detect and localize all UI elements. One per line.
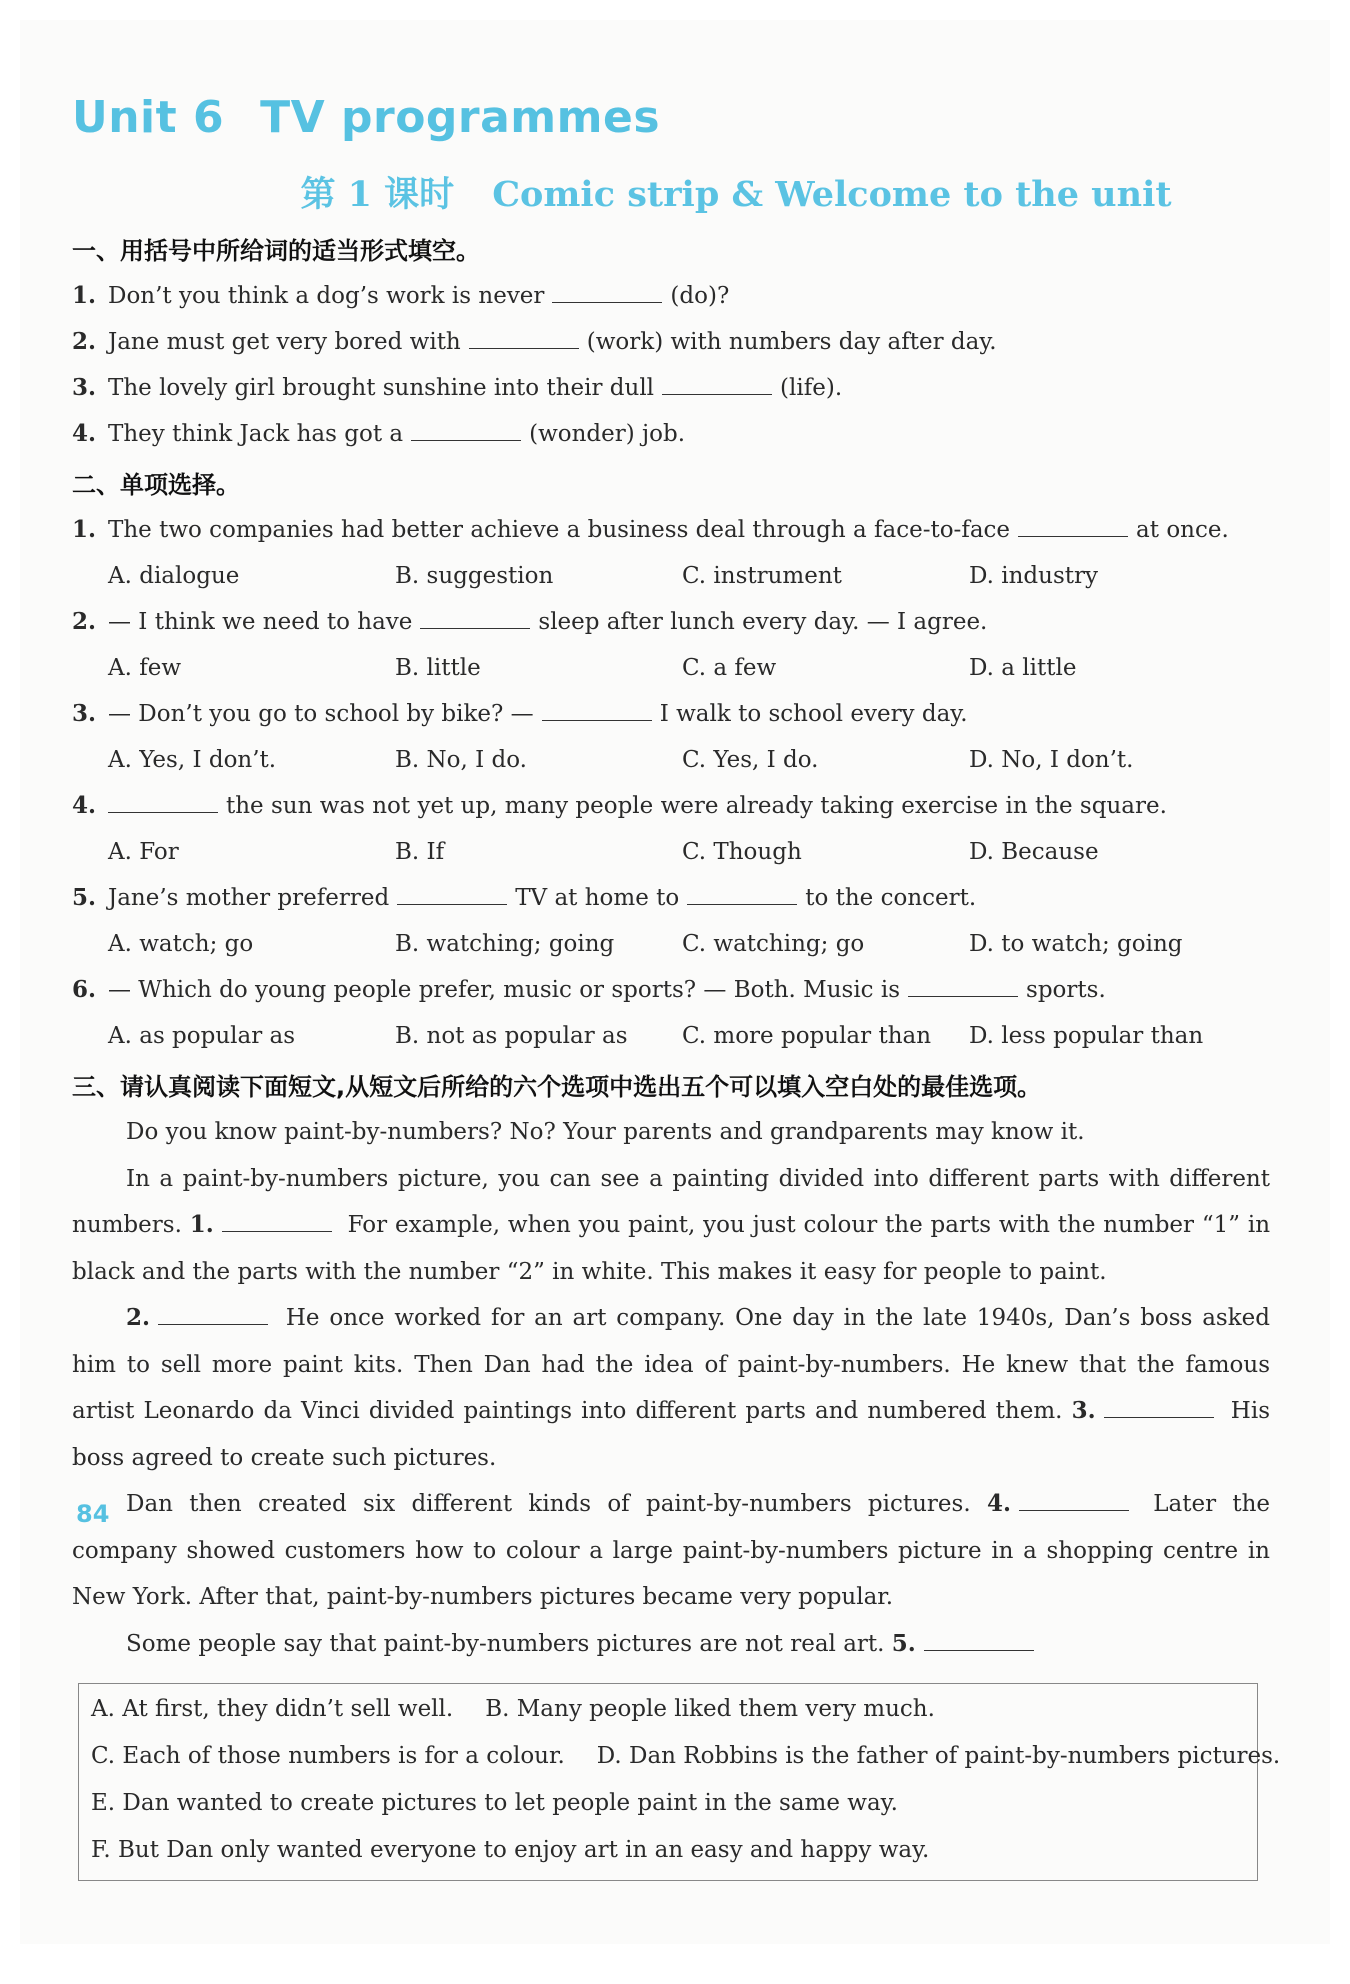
answer-blank[interactable] (1018, 516, 1128, 537)
option-b[interactable]: B. little (395, 655, 481, 681)
paragraph-text: Dan then created six different kinds of paint-by-numbers pictures. (126, 1491, 971, 1517)
choice-c[interactable]: C. Each of those numbers is for a colour. (91, 1743, 565, 1769)
s1-question-1 (72, 273, 1270, 319)
option-b[interactable]: B. not as popular as (395, 1023, 628, 1049)
question-text: The two companies had better achieve a business deal through a face-to-face (108, 517, 1011, 543)
s2-q5-options (72, 921, 1270, 967)
question-number: 3. (72, 700, 97, 727)
answer-blank[interactable] (222, 1211, 332, 1232)
paragraph-text: In a paint-by-numbers picture, you can see a painting divided into different parts with different numbers. (72, 1165, 1270, 1238)
section2-heading: 二、单项选择。 (72, 471, 240, 499)
question-text: the sun was not yet up, many people were already taking exercise in the square. (226, 793, 1167, 819)
question-number: 4. (72, 792, 97, 819)
choice-row (91, 1827, 1245, 1874)
answer-blank[interactable] (420, 608, 530, 629)
question-number: 2. (72, 328, 97, 355)
question-text: Don’t you think a dog’s work is never (108, 283, 545, 309)
s2-q3-options (72, 737, 1270, 783)
question-number: 1. (72, 282, 97, 309)
option-c[interactable]: C. Yes, I do. (682, 747, 819, 773)
option-b[interactable]: B. watching; going (395, 931, 615, 957)
worksheet-page (20, 20, 1330, 1944)
s2-question-1 (72, 507, 1270, 553)
option-a[interactable]: A. few (108, 655, 182, 681)
question-number: 2. (72, 608, 97, 635)
choice-row (91, 1686, 1245, 1733)
s2-q1-options (72, 553, 1270, 599)
answer-blank[interactable] (411, 420, 521, 441)
answer-blank[interactable] (908, 976, 1018, 997)
option-a[interactable]: A. Yes, I don’t. (108, 747, 277, 773)
question-text: I walk to school every day. (659, 701, 968, 727)
blank-number: 4. (986, 1490, 1011, 1517)
question-text: — Don’t you go to school by bike? — (108, 701, 534, 727)
answer-blank[interactable] (662, 374, 772, 395)
option-a[interactable]: A. dialogue (108, 563, 240, 589)
answer-blank[interactable] (108, 792, 218, 813)
question-text: (life). (780, 375, 843, 401)
passage-paragraph-3 (72, 1295, 1270, 1481)
question-text: The lovely girl brought sunshine into their dull (108, 375, 655, 401)
option-d[interactable]: D. industry (969, 563, 1098, 589)
question-number: 5. (72, 884, 97, 911)
passage-paragraph-4 (72, 1481, 1270, 1621)
option-b[interactable]: B. suggestion (395, 563, 554, 589)
answer-blank[interactable] (542, 700, 652, 721)
answer-blank[interactable] (1104, 1397, 1214, 1418)
paragraph-text: For example, when you paint, you just colour the parts with the number “1” in black and the parts with the number “2” in white. This makes it easy for people to paint. (72, 1212, 1271, 1285)
passage-paragraph-2 (72, 1156, 1270, 1296)
option-c[interactable]: C. a few (682, 655, 777, 681)
s1-question-2 (72, 319, 1270, 365)
answer-blank[interactable] (397, 884, 507, 905)
question-text: sports. (1026, 977, 1106, 1003)
question-text: (do)? (670, 283, 730, 309)
answer-blank[interactable] (1019, 1490, 1129, 1511)
choice-e[interactable]: E. Dan wanted to create pictures to let people paint in the same way. (91, 1790, 898, 1816)
s2-question-6 (72, 967, 1270, 1013)
lesson-number: 第 1 课时 (300, 174, 455, 215)
paragraph-text: Later the company showed customers how to colour a large paint-by-numbers picture in a shopping centre in New York. After that, paint-by-numbers pictures became very popular. (72, 1491, 1271, 1610)
passage-paragraph-5 (72, 1621, 1270, 1668)
option-a[interactable]: A. For (108, 839, 179, 865)
page-number: 84 (76, 1500, 110, 1528)
choice-a[interactable]: A. At first, they didn’t sell well. (91, 1696, 454, 1722)
answer-blank[interactable] (687, 884, 797, 905)
lesson-title (202, 167, 1270, 217)
choice-row (91, 1733, 1281, 1780)
passage-paragraph-1 (72, 1109, 1270, 1156)
option-c[interactable]: C. Though (682, 839, 802, 865)
blank-number: 1. (189, 1211, 214, 1238)
answer-blank[interactable] (552, 282, 662, 303)
paragraph-text: He once worked for an art company. One day in the late 1940s, Dan’s boss asked him to sell more paint kits. Then Dan had the idea of paint-by-numbers. He knew that the famous artist Leonardo da Vinci divided paintings into different parts and numbered them. (72, 1305, 1270, 1424)
s2-question-5 (72, 875, 1270, 921)
unit-number: Unit 6 (72, 92, 225, 143)
option-d[interactable]: D. Because (969, 839, 1099, 865)
section3-heading: 三、请认真阅读下面短文,从短文后所给的六个选项中选出五个可以填入空白处的最佳选项。 (72, 1073, 1042, 1101)
answer-blank[interactable] (924, 1630, 1034, 1651)
paragraph-text: His boss agreed to create such pictures. (72, 1398, 1271, 1471)
question-text: TV at home to (515, 885, 680, 911)
option-c[interactable]: C. more popular than (682, 1023, 932, 1049)
option-d[interactable]: D. to watch; going (969, 931, 1183, 957)
choice-d[interactable]: D. Dan Robbins is the father of paint-by-numbers pictures. (596, 1743, 1281, 1769)
s1-question-3 (72, 365, 1270, 411)
option-d[interactable]: D. less popular than (969, 1023, 1204, 1049)
s2-question-4 (72, 783, 1270, 829)
paragraph-text: Do you know paint-by-numbers? No? Your parents and grandparents may know it. (126, 1119, 1085, 1145)
choice-f[interactable]: F. But Dan only wanted everyone to enjoy art in an easy and happy way. (91, 1837, 930, 1863)
question-number: 3. (72, 374, 97, 401)
s1-question-4 (72, 411, 1270, 457)
option-b[interactable]: B. No, I do. (395, 747, 527, 773)
s2-question-2 (72, 599, 1270, 645)
question-text: They think Jack has got a (108, 421, 404, 447)
blank-number: 3. (1071, 1397, 1096, 1424)
choice-b[interactable]: B. Many people liked them very much. (485, 1696, 935, 1722)
question-text: to the concert. (805, 885, 977, 911)
option-a[interactable]: A. watch; go (108, 931, 254, 957)
s2-q2-options (72, 645, 1270, 691)
question-text: Jane’s mother preferred (108, 885, 390, 911)
blank-number: 5. (891, 1629, 916, 1657)
question-text: (work) with numbers day after day. (586, 329, 997, 355)
option-a[interactable]: A. as popular as (108, 1023, 296, 1049)
option-b[interactable]: B. If (395, 839, 445, 865)
answer-choices-box (78, 1683, 1281, 1881)
question-text: at once. (1136, 517, 1229, 543)
unit-name: TV programmes (260, 92, 661, 143)
s2-q4-options (72, 829, 1270, 875)
question-number: 4. (72, 420, 97, 447)
unit-title (72, 92, 1270, 143)
question-text: — I think we need to have (108, 609, 413, 635)
option-c[interactable]: C. watching; go (682, 931, 865, 957)
s2-question-3 (72, 691, 1270, 737)
option-d[interactable]: D. No, I don’t. (969, 747, 1134, 773)
section1-heading: 一、用括号中所给词的适当形式填空。 (72, 237, 480, 265)
question-text: — Which do young people prefer, music or sports? — Both. Music is (108, 977, 901, 1003)
question-text: Jane must get very bored with (108, 329, 461, 355)
option-c[interactable]: C. instrument (682, 563, 842, 589)
question-text: sleep after lunch every day. — I agree. (538, 609, 988, 635)
question-number: 6. (72, 976, 97, 1003)
paragraph-text: Some people say that paint-by-numbers pictures are not real art. (126, 1630, 885, 1657)
blank-number: 2. (126, 1304, 151, 1331)
answer-blank[interactable] (469, 328, 579, 349)
question-text: (wonder) job. (529, 421, 686, 447)
answer-blank[interactable] (158, 1304, 268, 1325)
choice-row (91, 1780, 1245, 1827)
lesson-name: Comic strip & Welcome to the unit (492, 174, 1172, 215)
option-d[interactable]: D. a little (969, 655, 1077, 681)
question-number: 1. (72, 516, 97, 543)
s2-q6-options (72, 1013, 1270, 1059)
